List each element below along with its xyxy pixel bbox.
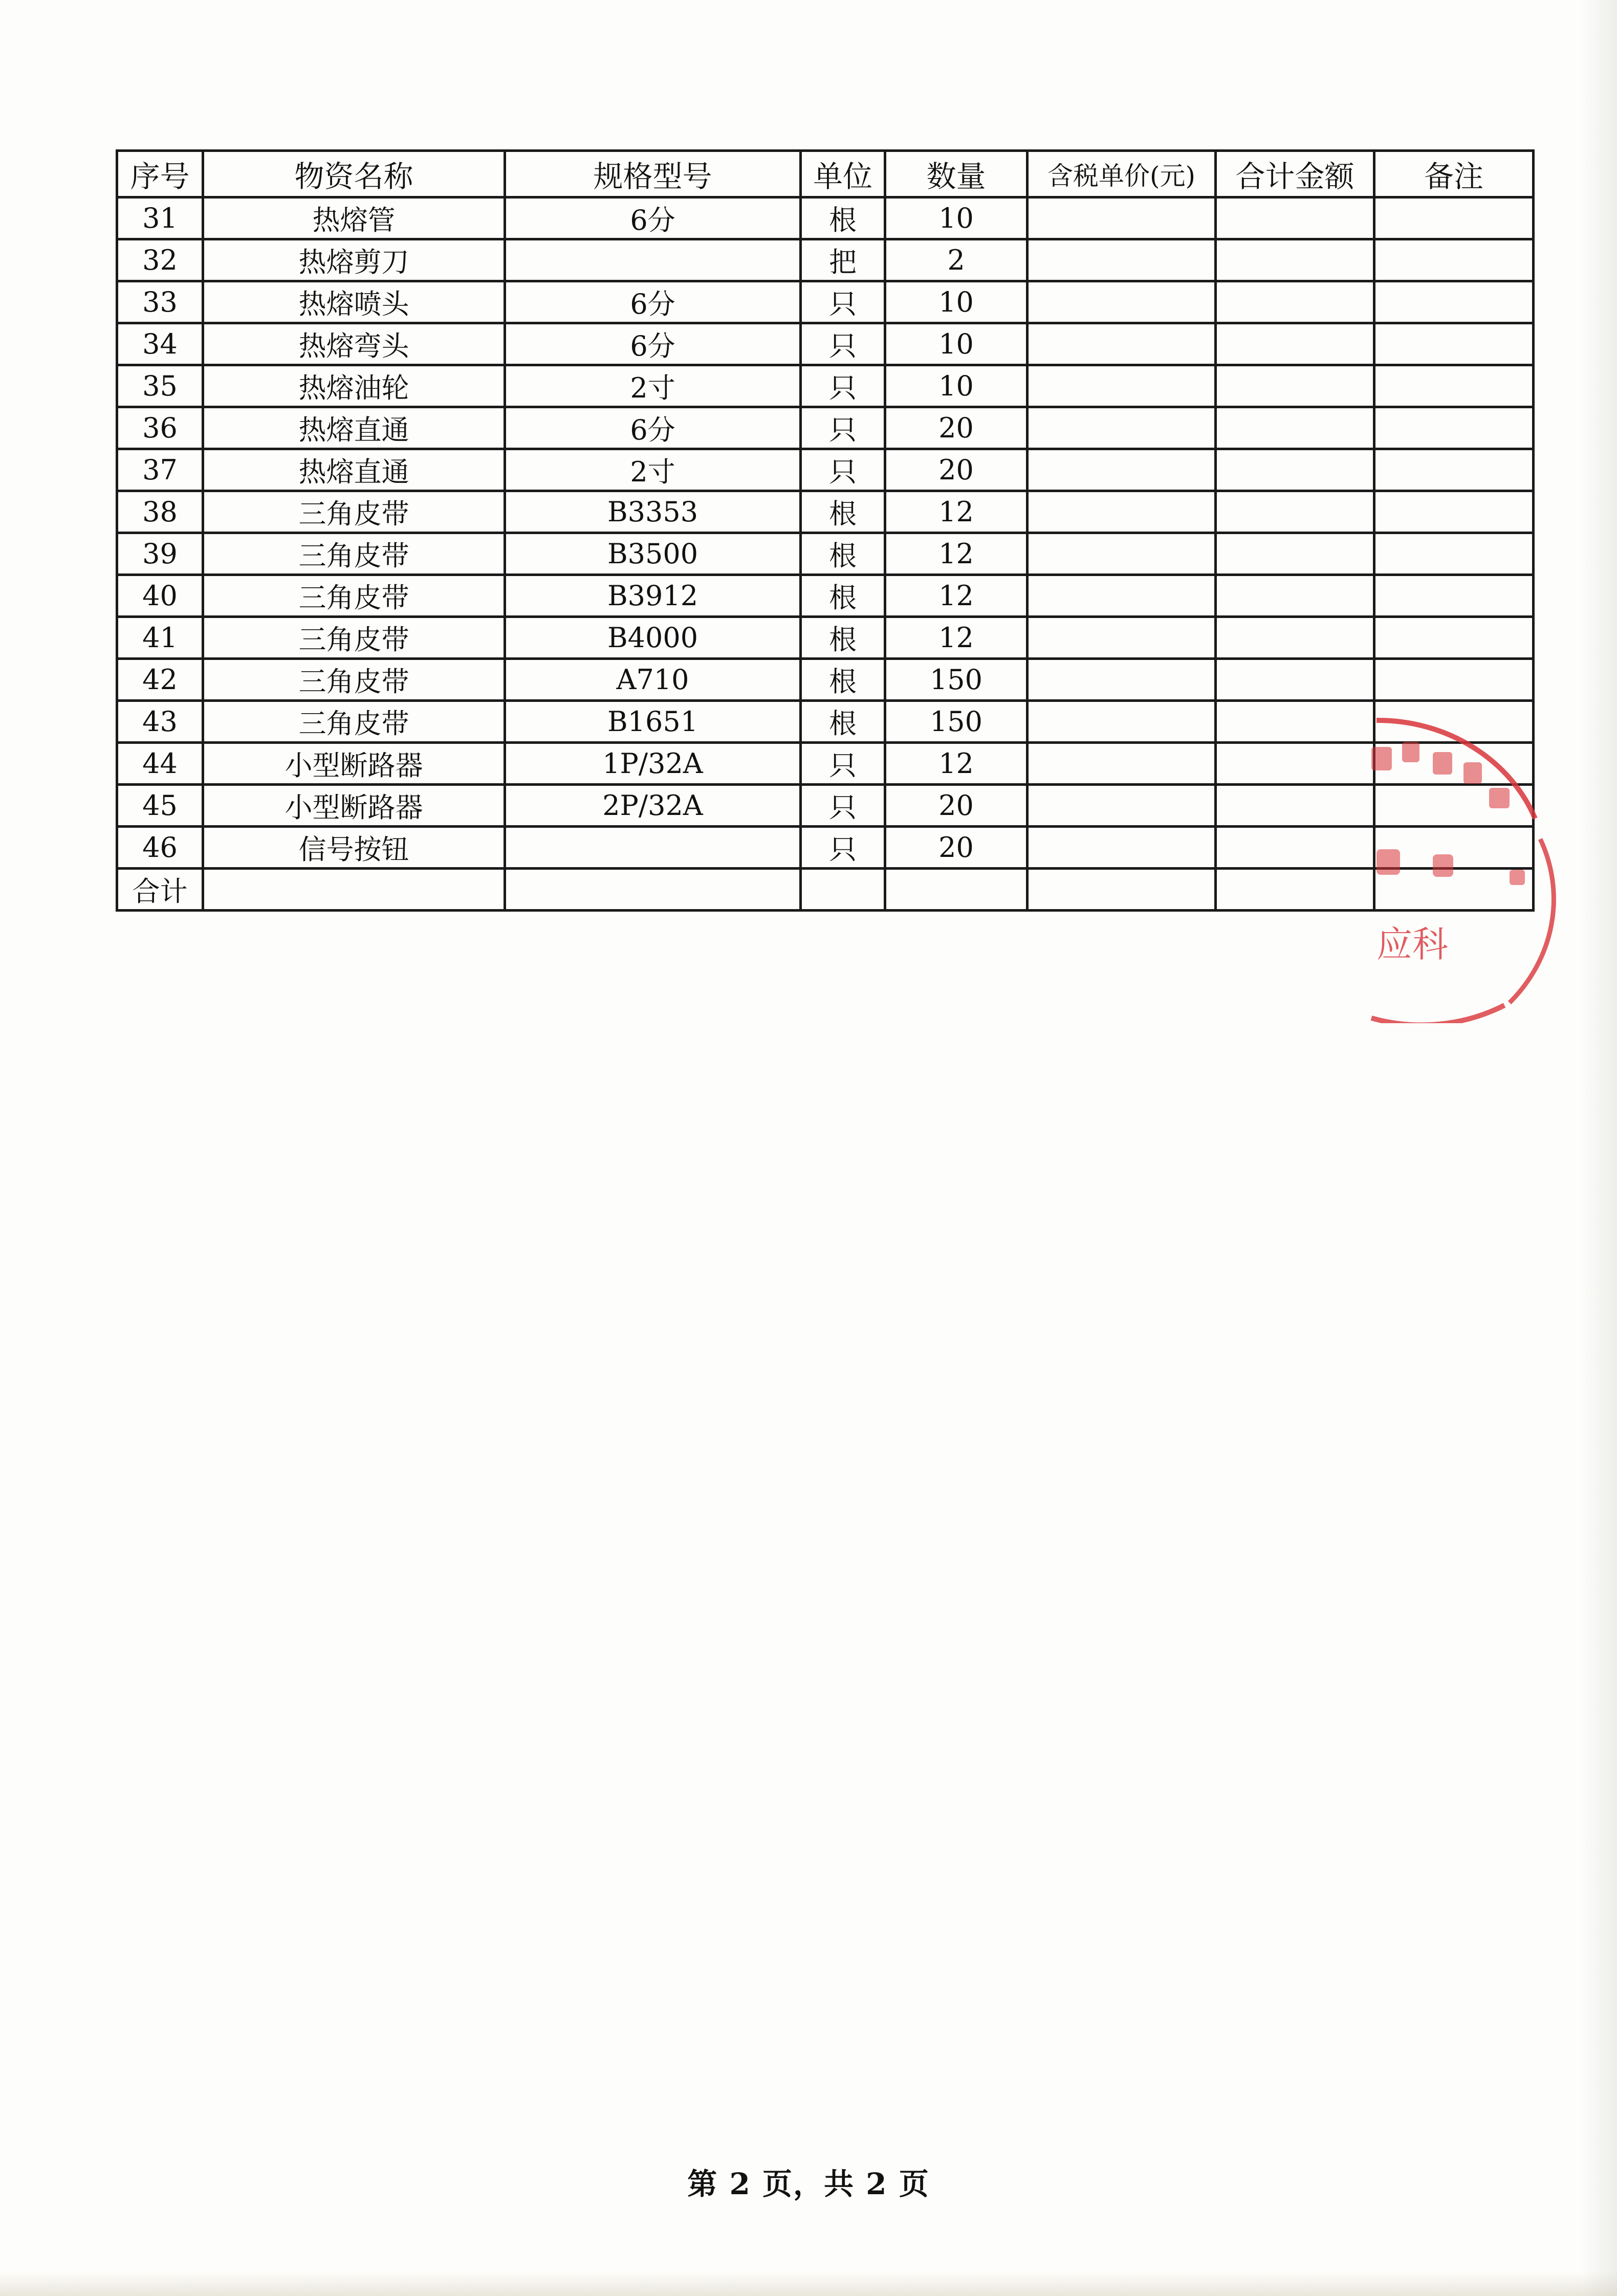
table-cell — [1374, 407, 1534, 449]
table-cell: 三角皮带 — [203, 701, 505, 743]
table-row — [117, 575, 1534, 617]
table-cell — [1216, 449, 1374, 491]
table-cell: 热熔油轮 — [203, 365, 505, 407]
table-cell: 热熔直通 — [203, 407, 505, 449]
table-cell: 只 — [801, 407, 885, 449]
table-cell: 只 — [801, 281, 885, 323]
materials-table — [116, 149, 1535, 912]
table-cell: 10 — [885, 323, 1028, 365]
header-cell: 备注 — [1374, 151, 1534, 197]
table-cell — [1374, 827, 1534, 869]
table-row — [117, 827, 1534, 869]
table-cell: 只 — [801, 365, 885, 407]
table-cell: 12 — [885, 617, 1028, 659]
total-row — [117, 869, 1534, 911]
table-cell: 2寸 — [505, 449, 801, 491]
seal-text: 应科 — [1376, 923, 1448, 965]
table-body — [117, 197, 1534, 869]
table-cell: 热熔剪刀 — [203, 239, 505, 281]
table-row — [117, 617, 1534, 659]
table-cell: 信号按钮 — [203, 827, 505, 869]
table-cell: 150 — [885, 701, 1028, 743]
table-cell: 热熔直通 — [203, 449, 505, 491]
table-cell: 根 — [801, 491, 885, 533]
table-cell: B3912 — [505, 575, 801, 617]
table-cell: 42 — [117, 659, 203, 701]
table-cell — [1374, 533, 1534, 575]
table-cell — [1216, 533, 1374, 575]
page-number: 第 2 页，共 2 页 — [687, 2167, 930, 2201]
table-cell: 37 — [117, 449, 203, 491]
table-cell — [1028, 659, 1216, 701]
table-cell: 热熔喷头 — [203, 281, 505, 323]
table-cell — [1374, 743, 1534, 785]
scan-shadow-bottom — [0, 2271, 1617, 2296]
table-cell — [1374, 785, 1534, 827]
table-cell: 40 — [117, 575, 203, 617]
table-cell — [1374, 659, 1534, 701]
table-cell: 38 — [117, 491, 203, 533]
table-cell: 三角皮带 — [203, 491, 505, 533]
table-cell: 热熔弯头 — [203, 323, 505, 365]
table-cell: 只 — [801, 785, 885, 827]
table-cell: 45 — [117, 785, 203, 827]
table-cell — [1028, 869, 1216, 911]
table-row — [117, 323, 1534, 365]
table-cell: B3500 — [505, 533, 801, 575]
header-cell: 数量 — [885, 151, 1028, 197]
table-cell: 43 — [117, 701, 203, 743]
table-row — [117, 785, 1534, 827]
table-cell — [1374, 575, 1534, 617]
table-cell — [1028, 533, 1216, 575]
table-cell — [1028, 575, 1216, 617]
table-cell — [1216, 323, 1374, 365]
table-cell — [1028, 449, 1216, 491]
table-cell — [1216, 869, 1374, 911]
table-cell — [1216, 281, 1374, 323]
table-cell — [1374, 323, 1534, 365]
table-cell: 32 — [117, 239, 203, 281]
header-cell: 物资名称 — [203, 151, 505, 197]
table-cell: 1P/32A — [505, 743, 801, 785]
table-cell — [1216, 743, 1374, 785]
table-cell: 33 — [117, 281, 203, 323]
table-row — [117, 533, 1534, 575]
table-cell: 三角皮带 — [203, 575, 505, 617]
table-cell: B3353 — [505, 491, 801, 533]
header-cell: 规格型号 — [505, 151, 801, 197]
table-cell — [1374, 197, 1534, 239]
table-cell: 2 — [885, 239, 1028, 281]
table-cell: 20 — [885, 827, 1028, 869]
table-cell — [1216, 407, 1374, 449]
table-cell — [1374, 491, 1534, 533]
table-cell — [1028, 491, 1216, 533]
table-header-row — [117, 151, 1534, 197]
table-cell: 根 — [801, 197, 885, 239]
table-cell: 12 — [885, 491, 1028, 533]
table-cell: 热熔管 — [203, 197, 505, 239]
table-cell — [1028, 827, 1216, 869]
table-cell: 35 — [117, 365, 203, 407]
header-cell: 序号 — [117, 151, 203, 197]
table-row — [117, 659, 1534, 701]
table-cell: 10 — [885, 281, 1028, 323]
table-cell — [505, 869, 801, 911]
table-cell — [801, 869, 885, 911]
table-cell — [1216, 239, 1374, 281]
table-cell: B4000 — [505, 617, 801, 659]
table-cell: 41 — [117, 617, 203, 659]
total-label: 合计 — [117, 869, 203, 911]
table-cell — [505, 827, 801, 869]
table-row — [117, 449, 1534, 491]
table-cell: 150 — [885, 659, 1028, 701]
table-cell — [1028, 281, 1216, 323]
table-cell: 根 — [801, 701, 885, 743]
table-cell — [1028, 407, 1216, 449]
table-row — [117, 197, 1534, 239]
table-cell: 31 — [117, 197, 203, 239]
table-cell: 根 — [801, 659, 885, 701]
table-cell: 20 — [885, 785, 1028, 827]
table-cell: 36 — [117, 407, 203, 449]
table-cell: 只 — [801, 323, 885, 365]
table-row — [117, 743, 1534, 785]
table-cell — [1216, 617, 1374, 659]
table-cell — [1216, 827, 1374, 869]
table-cell: 10 — [885, 365, 1028, 407]
table-cell — [1028, 323, 1216, 365]
table-cell: 2寸 — [505, 365, 801, 407]
table-row — [117, 491, 1534, 533]
table-cell: 三角皮带 — [203, 617, 505, 659]
table-cell: 20 — [885, 449, 1028, 491]
table-cell: 只 — [801, 827, 885, 869]
table-cell — [1216, 785, 1374, 827]
header-cell: 单位 — [801, 151, 885, 197]
table-row — [117, 281, 1534, 323]
table-cell: 根 — [801, 575, 885, 617]
table-cell — [1028, 743, 1216, 785]
table-cell — [1216, 701, 1374, 743]
table-cell: A710 — [505, 659, 801, 701]
table-cell: 12 — [885, 575, 1028, 617]
table-cell — [505, 239, 801, 281]
table-cell — [1374, 239, 1534, 281]
table-row — [117, 407, 1534, 449]
table-cell — [1374, 617, 1534, 659]
table-cell — [1216, 365, 1374, 407]
table-cell — [1216, 197, 1374, 239]
table-cell: 46 — [117, 827, 203, 869]
scan-shadow-right — [1581, 0, 1617, 2296]
table-cell: 34 — [117, 323, 203, 365]
table-cell — [1216, 575, 1374, 617]
table-cell: 39 — [117, 533, 203, 575]
table-row — [117, 701, 1534, 743]
table-cell: 把 — [801, 239, 885, 281]
table-cell: B1651 — [505, 701, 801, 743]
table-cell — [1374, 365, 1534, 407]
table-cell: 小型断路器 — [203, 785, 505, 827]
table-cell — [1374, 869, 1534, 911]
table-cell — [1028, 365, 1216, 407]
header-cell: 含税单价(元) — [1028, 151, 1216, 197]
table-cell: 小型断路器 — [203, 743, 505, 785]
table-cell — [1028, 239, 1216, 281]
table-cell: 10 — [885, 197, 1028, 239]
table-cell: 6分 — [505, 197, 801, 239]
header-cell: 合计金额 — [1216, 151, 1374, 197]
table-cell: 12 — [885, 743, 1028, 785]
table-cell: 只 — [801, 449, 885, 491]
table-cell — [1028, 701, 1216, 743]
table-cell: 6分 — [505, 281, 801, 323]
table-cell: 只 — [801, 743, 885, 785]
table-cell: 根 — [801, 617, 885, 659]
table-cell — [1216, 491, 1374, 533]
table-cell — [203, 869, 505, 911]
table-cell — [1028, 617, 1216, 659]
table-cell — [1028, 197, 1216, 239]
table-cell — [1374, 449, 1534, 491]
table-cell: 20 — [885, 407, 1028, 449]
table-cell: 三角皮带 — [203, 659, 505, 701]
table-cell: 根 — [801, 533, 885, 575]
table-cell: 2P/32A — [505, 785, 801, 827]
table-cell: 12 — [885, 533, 1028, 575]
table-cell — [1028, 785, 1216, 827]
table-cell — [885, 869, 1028, 911]
table-cell: 44 — [117, 743, 203, 785]
table-row — [117, 365, 1534, 407]
table-cell: 6分 — [505, 407, 801, 449]
table-cell — [1374, 281, 1534, 323]
table-cell — [1374, 701, 1534, 743]
table-row — [117, 239, 1534, 281]
table-cell: 三角皮带 — [203, 533, 505, 575]
table-cell — [1216, 659, 1374, 701]
table-cell: 6分 — [505, 323, 801, 365]
